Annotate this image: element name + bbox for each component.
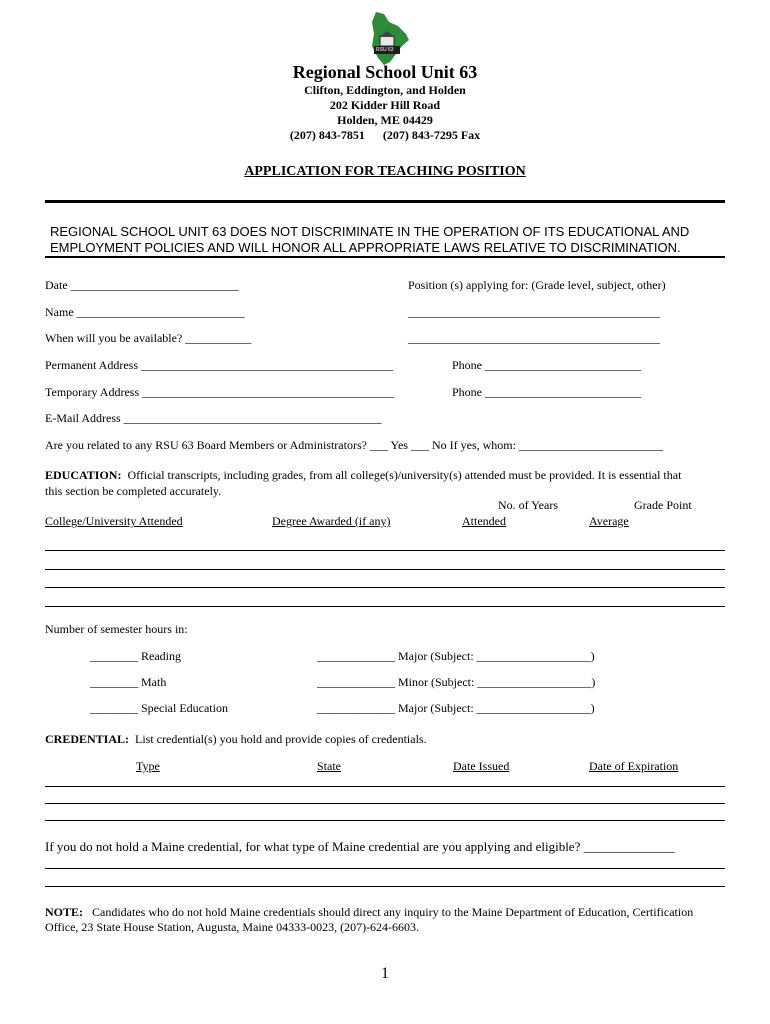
email-field[interactable]: E-Mail Address ___________________________________________ (45, 411, 382, 425)
col-date-expiration: Date of Expiration (589, 759, 679, 773)
major-subject-field-2[interactable]: _____________ Major (Subject: ___________________) (317, 701, 595, 715)
phone-fax (0, 128, 770, 142)
district-logo (362, 10, 412, 66)
note-label: NOTE: (45, 905, 84, 919)
nondiscrimination-line1: REGIONAL SCHOOL UNIT 63 DOES NOT DISCRIMINATE IN THE OPERATION OF ITS EDUCATIONAL AND (50, 224, 690, 239)
position-field-1[interactable]: __________________________________________ (408, 305, 660, 319)
sped-hours-field[interactable]: ________ Special Education (90, 701, 228, 715)
form-title: APPLICATION FOR TEACHING POSITION (244, 164, 526, 179)
nondiscrimination-divider (45, 256, 725, 258)
education-entry-line[interactable] (45, 587, 725, 588)
note-paragraph (45, 905, 693, 919)
credential-label: CREDENTIAL: (45, 732, 130, 746)
maine-answer-line[interactable] (45, 868, 725, 869)
position-label: Position (s) applying for: (Grade level, subject, other) (408, 278, 666, 292)
date-field[interactable]: Date ____________________________ (45, 278, 239, 292)
minor-subject-field[interactable]: _____________ Minor (Subject: ___________________) (317, 675, 596, 689)
towns: Clifton, Eddington, and Holden (304, 83, 466, 97)
education-entry-line[interactable] (45, 550, 725, 551)
phone-number: (207) 843-7851 (289, 128, 365, 142)
credential-entry-line[interactable] (45, 820, 725, 821)
credential-entry-line[interactable] (45, 786, 725, 787)
col-years-top: No. of Years (498, 498, 558, 512)
col-gpa: Average (589, 514, 629, 528)
maine-answer-line[interactable] (45, 886, 725, 887)
temporary-address-field[interactable]: Temporary Address __________________________________________ (45, 385, 395, 399)
city-address: Holden, ME 04429 (337, 113, 433, 127)
street-address: 202 Kidder Hill Road (329, 98, 441, 112)
availability-field[interactable]: When will you be available? ___________ (45, 331, 252, 345)
note-text-2: Office, 23 State House Station, Augusta, Maine 04333-0023, (207)-624-6603. (45, 920, 420, 934)
nondiscrimination-line2: EMPLOYMENT POLICIES AND WILL HONOR ALL APPROPRIATE LAWS RELATIVE TO DISCRIMINATION. (50, 240, 681, 255)
education-text-1: Official transcripts, including grades, from all college(s)/university(s) attended must be provided. It is essential that (127, 468, 682, 482)
title-divider (45, 200, 725, 203)
maine-credential-question[interactable]: If you do not hold a Maine credential, for what type of Maine credential are you applying and eligible? ______________ (45, 839, 675, 854)
col-type: Type (136, 759, 160, 773)
position-field-2[interactable]: __________________________________________ (408, 331, 660, 345)
col-college: College/University Attended (45, 514, 183, 528)
credential-text: List credential(s) you hold and provide copies of credentials. (135, 732, 427, 746)
col-degree: Degree Awarded (if any) (272, 514, 391, 528)
education-entry-line[interactable] (45, 606, 725, 607)
maine-state-logo-icon (362, 10, 412, 66)
permanent-phone-field[interactable]: Phone __________________________ (452, 358, 641, 372)
col-date-issued: Date Issued (453, 759, 510, 773)
major-subject-field[interactable]: _____________ Major (Subject: ___________________) (317, 649, 595, 663)
related-question[interactable]: Are you related to any RSU 63 Board Members or Administrators? ___ Yes ___ No If yes, whom: ________________________ (45, 438, 663, 452)
col-gpa-top: Grade Point (634, 498, 692, 512)
credential-paragraph (45, 732, 427, 746)
note-text-1: Candidates who do not hold Maine credentials should direct any inquiry to the Maine Department of Education, Certification (92, 905, 694, 919)
permanent-address-field[interactable]: Permanent Address __________________________________________ (45, 358, 393, 372)
col-state: State (317, 759, 341, 773)
math-hours-field[interactable]: ________ Math (90, 675, 167, 689)
col-years: Attended (462, 514, 506, 528)
org-name: Regional School Unit 63 (292, 62, 478, 82)
education-label: EDUCATION: (45, 468, 122, 482)
semester-label: Number of semester hours in: (45, 622, 188, 636)
page-number: 1 (381, 965, 389, 982)
reading-hours-field[interactable]: ________ Reading (90, 649, 181, 663)
temporary-phone-field[interactable]: Phone __________________________ (452, 385, 641, 399)
education-entry-line[interactable] (45, 569, 725, 570)
logo-text: RSU 63 (376, 47, 394, 53)
education-paragraph (45, 468, 681, 482)
education-text-2: this section be completed accurately. (45, 484, 222, 498)
name-field[interactable]: Name ____________________________ (45, 305, 245, 319)
credential-entry-line[interactable] (45, 803, 725, 804)
fax-number: (207) 843-7295 Fax (382, 128, 481, 142)
